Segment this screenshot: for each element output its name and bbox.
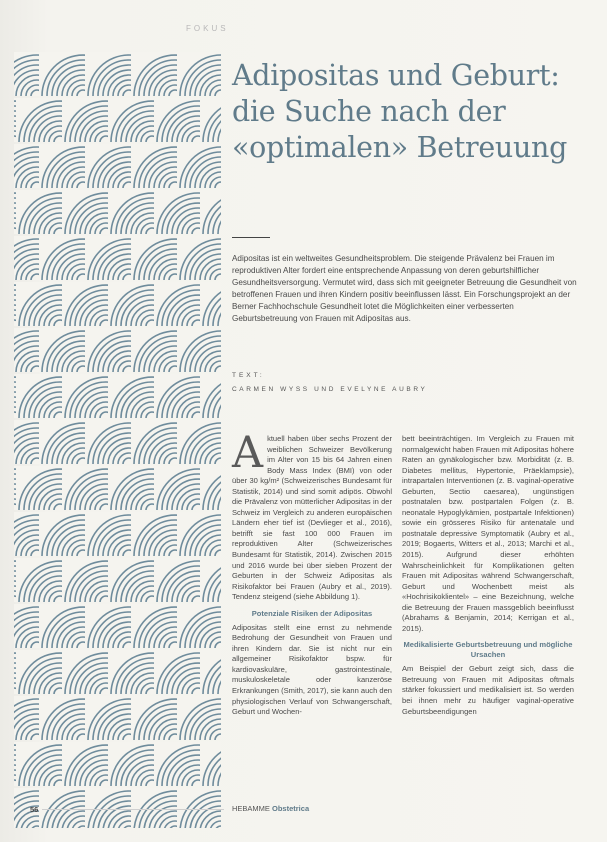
- body-column-2: [402, 434, 574, 717]
- article-lead: Adipositas ist ein weltweites Gesundheitsproblem. Die steigende Prävalenz bei Frauen im reproduktiven Alter fordert eine entsprechende Anpassung von deren geburtshilflicher Gesundheitsversorgung. Vermutet wird, dass sich mit geeigneter Betreuung die Gesundheit von betroffenen Frauen und ihren Kindern positiv beeinflussen lässt. Ein Forschungsprojekt an der Berner Fachhochschule Gesundheit lotet die Möglichkeiten einer verbesserten Geburtsbetreuung von Frauen mit Adipositas aus.: [232, 254, 577, 323]
- arc-cluster: [200, 190, 221, 234]
- arc-cluster: [177, 236, 221, 280]
- arc-cluster: [177, 696, 221, 740]
- paragraph: Adipositas stellt eine ernst zu nehmende Bedrohung der Gesundheit von Frauen und ihren Kindern dar. Sie ist nicht nur ein allgemeiner Risikofaktor bspw. für kardiovaskuläre, gastrointestinale, muskuloskeletale oder kanzeröse Erkrankungen (Smith, 2017), sie kann auch den physiologischen Verlauf von Schwangerschaft, Geburt und Wochen-: [232, 622, 392, 717]
- arc-cluster: [200, 374, 221, 418]
- arc-cluster: [177, 788, 221, 828]
- arc-cluster: [200, 282, 221, 326]
- arc-cluster: [177, 604, 221, 648]
- article-title: Adipositas und Geburt: die Suche nach der «optimalen» Betreuung: [232, 59, 568, 164]
- footer-rule: [42, 809, 224, 810]
- arc-cluster: [200, 650, 221, 694]
- arc-cluster: [177, 52, 221, 96]
- arc-cluster: [177, 328, 221, 372]
- arc-cluster: [200, 558, 221, 602]
- paragraph: Am Beispiel der Geburt zeigt sich, dass die Betreuung von Frauen mit Adipositas oftmals stärker fokussiert und medikalisiert ist. So werden bei ihnen mehr zu häufiger vaginal-operative Geburtsbeendigungen: [402, 664, 574, 716]
- byline-authors: CARMEN WYSS UND EVELYNE AUBRY: [232, 386, 428, 393]
- publication-name-bold: Obstetrica: [272, 804, 310, 813]
- arc-cluster: [177, 420, 221, 464]
- paragraph-text: ktuell haben über sechs Prozent der weiblichen Schweizer Bevölkerung im Alter von 15 bis 64 Jahren einen Body Mass Index (BMI) von oder über 30 kg/m² (Schweizerisches Bundesamt für Statistik, 2014) und sind somit adipös. Obwohl die Prävalenz von mütterlicher Adipositas in der Schweiz im Vergleich zu anderen europäischen Ländern eher tief ist (Devlieger et al., 2016), betrifft sie fast 100 000 Frauen im reproduktiven Alter (Schweizerisches Bundesamt für Statistik, 2014). Zwischen 2015 und 2016 wurde bei über sieben Prozent der Geburten in der Schweiz Adipositas als Risikofaktor bei Frauen (Aubry et al., 2019). Tendenz steigend (siehe Abbildung 1).: [232, 434, 392, 602]
- publication-name-light: HEBAMME: [232, 804, 270, 813]
- concentric-arcs-graphic: [14, 50, 221, 828]
- body-column-1: [232, 428, 392, 718]
- byline-label: TEXT:: [232, 372, 265, 379]
- decorative-arc-pattern: [14, 50, 221, 828]
- subheading: Potenziale Risiken der Adipositas: [251, 608, 373, 618]
- page-number: 56: [30, 805, 39, 814]
- arc-cluster: [177, 512, 221, 556]
- arc-cluster: [200, 742, 221, 786]
- arc-cluster: [200, 98, 221, 142]
- dropcap-letter: A: [232, 428, 264, 478]
- arc-cluster: [177, 144, 221, 188]
- publication-name: [232, 804, 309, 813]
- arc-background: [177, 788, 221, 828]
- paragraph: bett beeinträchtigen. Im Vergleich zu Frauen mit normalgewicht haben Frauen mit Adipositas höhere Raten an gynäkologischer bzw. Morbidität (z. B. Diabetes mellitus, Hypertonie, Präeklampsie), intrapartalen Interventionen (z. B. vaginal-operative Geburten, Sectio caesarea), ungünstigen postnatalen bzw. postpartalen Folgen (z. B. neonatale Hypoglykämien, postpartale Infektionen) sowie ein grösseres Risiko für antenatale und postnatale depressive Symptomatik (Aubry et al., 2019; Bogaerts, Witters et al., 2013; Marchi et al., 2015). Aufgrund dieser erhöhten Wahrscheinlichkeit für Komplikationen gelten Frauen mit Adipositas während Schwangerschaft, Geburt und Wochenbett meist als «Hochrisikoklientel» – eine Bezeichnung, welche die Betreuung der Frauen massgeblich beeinflusst (Abrahams & Benjamin, 2014; Kerrigan et al., 2015).: [402, 434, 575, 633]
- section-label: FOKUS: [186, 24, 229, 33]
- subheading: Medikalisierte Geburtsbetreuung und mögliche Ursachen: [403, 640, 573, 660]
- paragraph: [232, 428, 392, 603]
- arc-cluster: [200, 466, 221, 510]
- title-divider: [232, 237, 270, 238]
